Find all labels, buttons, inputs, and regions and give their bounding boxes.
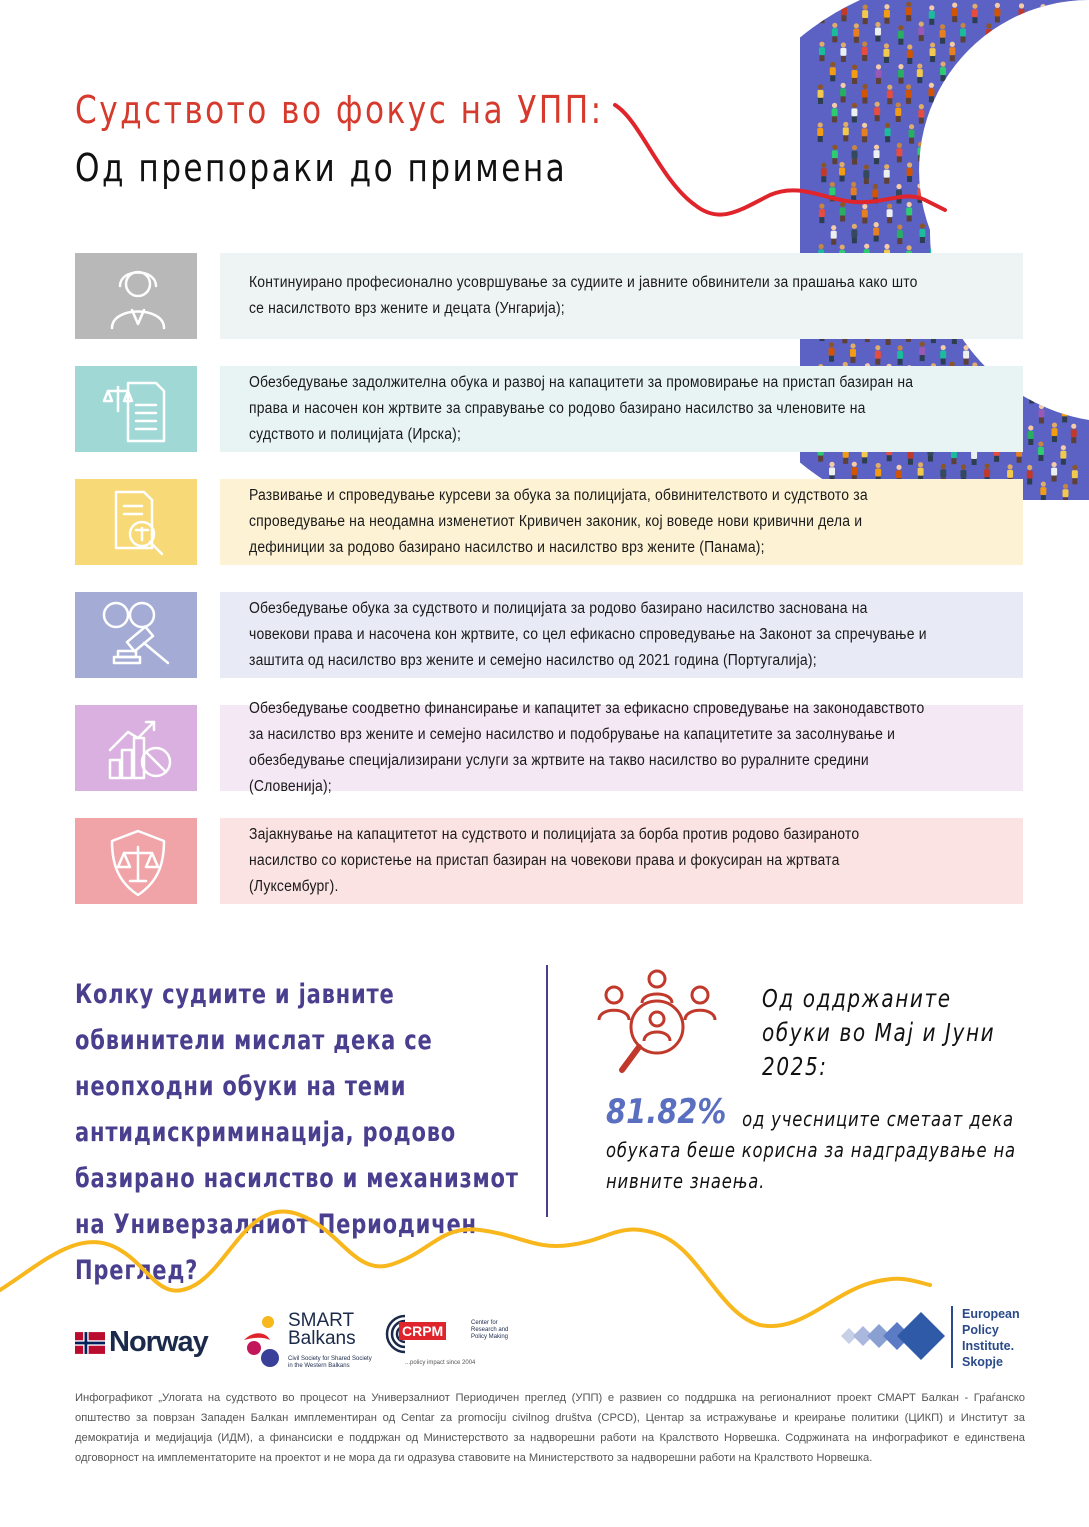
crowd-person [961,64,967,84]
crowd-person [974,85,980,105]
crowd-person [1029,384,1035,404]
crowd-person [995,43,1001,63]
crowd-person [1050,344,1056,364]
crowd-person [1028,305,1034,325]
crowd-person [1060,162,1066,182]
training-text: од учесниците сметаат дека обуката беше корисна за надградување на нивните знаења. [606,1107,1016,1193]
crowd-person [876,64,882,84]
crowd-person [1073,262,1079,282]
crowd-person [862,5,868,25]
recommendation-item [220,366,1023,452]
recommendation-text: Обезбедување соодветно финансирање и капацитет за ефикасно спроведување на законодавството за насилство врз жените и семејно насилство и подобрување на капацитетите за засолнување и обезбедување специјализирани услуги за жртвите на такво насилство во руралните средини (Словенија); [249,700,925,795]
crpm-name: CRPM [399,1322,446,1340]
crowd-person [1049,105,1055,125]
crowd-person [1071,424,1077,444]
crowd-person [1027,63,1033,83]
crowd-person [1030,222,1036,242]
crowd-person [1062,123,1068,143]
recommendation-text: Континуирано професионално усовршување за судиите и јавните обвинители за прашања како што се насилството врз жените и децата (Унгарија); [249,274,918,317]
crowd-person [906,2,912,22]
crowd-person [883,43,889,63]
crowd-person [1038,322,1044,342]
crowd-person [995,84,1001,104]
smart-balkans-subtitle: Civil Society for Shared Society in the Western Balkans [288,1356,372,1369]
crowd-person [1072,465,1078,485]
crowd-person [1028,265,1034,285]
crowd-person [1040,4,1046,24]
crowd-person [1039,162,1045,182]
crowd-person [982,142,988,162]
recommendation-item [220,700,1023,795]
crowd-person [918,21,924,41]
crowd-person [1073,303,1079,323]
crowd-person [1007,104,1013,124]
crowd-person [1060,362,1066,382]
crowd-person [972,205,978,225]
crowd-person [960,103,966,123]
crowd-person [972,4,978,24]
crowd-person [1019,3,1025,23]
crowd-person [1039,362,1045,382]
crowd-person [898,64,904,84]
crowd-person [961,144,967,164]
crowd-person [1008,64,1014,84]
crowd-person [1052,304,1058,324]
crowd-person [949,42,955,62]
crowd-person [1051,185,1057,205]
training-percent: 81.82% [606,1092,727,1132]
crowd-person [1062,484,1068,500]
crowd-person [875,22,881,42]
crowd-person [1019,202,1025,222]
crowd-person [840,42,846,62]
crowd-person [1037,123,1043,143]
crowd-person [930,42,936,62]
title-line-2: Од препораки до примена [75,146,568,190]
crowd-person [1070,24,1076,44]
crowd-person [919,341,925,361]
crowd-person [1048,64,1054,84]
crowd-person [1060,445,1066,465]
crowd-person [940,62,946,82]
crowd-person [1062,403,1068,423]
smart-balkans-logo [240,1312,380,1372]
smart-balkans-name: SMART Balkans [288,1310,356,1349]
recommendation-item [220,479,1023,565]
recommendation-item [220,818,1023,904]
crowd-person [852,64,858,84]
title-line-1: Судството во фокус на УПП: [75,88,604,132]
crowd-person [1030,141,1036,161]
crowd-person [1072,142,1078,162]
law-document-icon [75,366,197,452]
shield-scales-icon [75,818,197,904]
crowd-person [1040,204,1046,224]
crowd-person [1038,404,1044,424]
crowd-person [984,65,990,85]
crowd-person [819,42,825,62]
crowd-person [1027,342,1033,362]
crowd-person [1027,104,1033,124]
crowd-person [960,23,966,43]
crowd-person [1007,344,1013,364]
crowd-person [1049,25,1055,45]
crowd-person [1059,2,1065,22]
crowd-person [1005,25,1011,45]
crowd-person [963,345,969,365]
crowd-person [1048,221,1054,241]
crowd-person [1062,203,1068,223]
crowd-person [1051,262,1057,282]
people-search-icon [592,965,722,1080]
crowd-person [819,4,825,24]
norway-flag-icon [75,1332,105,1354]
judge-icon [75,253,197,339]
crowd-person [875,345,881,365]
recommendation-item [220,592,1023,678]
recommendation-item [220,253,1023,339]
norway-logo [75,1326,208,1359]
vertical-divider [546,965,548,1217]
recommendation-text: Обезбедување обука за судството и полицијата за родово базирано насилство засновaна на човекови права и насочена кон жртвите, со цел ефикасно спроведување на Законот за спречување и заштита од насилство врз жените и семејно насилство од 2021 година (Португалија); [249,600,927,669]
crowd-person [832,23,838,43]
crowd-person [1070,63,1076,83]
crowd-person [1071,182,1077,202]
crowd-person [1071,225,1077,245]
crowd-person [1059,283,1065,303]
crowd-person [993,123,999,143]
crowd-person [841,2,847,22]
crowd-person [1040,482,1046,500]
crowd-person [1039,284,1045,304]
crpm-logo [383,1312,513,1372]
question-text: Колку судиите и јавните обвинители мислат дека се неопходни обуки на теми антидискриминација, родово базирано насилство и механизмот на Универзалниот Периодичен Преглед? [75,979,519,1286]
crowd-person [1016,121,1022,141]
crowd-person [862,41,868,61]
crowd-person [1041,241,1047,261]
epi-mark-icon [835,1310,950,1362]
red-wave-line [600,90,960,250]
crowd-person [1051,462,1057,482]
crowd-person [884,4,890,24]
crowd-person [898,25,904,45]
crowd-person [907,44,913,64]
crowd-person [1027,465,1033,485]
norway-logo-text: Norway [109,1326,208,1358]
crowd-person [929,5,935,25]
crowd-person [1007,141,1013,161]
crowd-person [985,344,991,364]
crowd-person [961,184,967,204]
legal-search-icon [75,479,197,565]
crowd-person [940,24,946,44]
crowd-person [985,102,991,122]
crowd-person [1051,422,1057,442]
crowd-person [984,224,990,244]
crowd-person [829,342,835,362]
crowd-person [1018,165,1024,185]
crowd-person [917,64,923,84]
crowd-person [974,164,980,184]
recommendation-text: Развивање и спроведување курсеви за обука за полицијата, обвинителството и судството за спроведување на неодамна изменетиот Кривичен законик, кој воведе нови кривични дела и дефиниции за родово базирано насилство и насилство врз жените (Панама); [249,487,868,556]
crowd-person [1063,83,1069,103]
crowd-person [897,345,903,365]
epi-divider [951,1306,953,1368]
crowd-person [1008,181,1014,201]
crowd-person [972,125,978,145]
crowd-person [1072,344,1078,364]
crowd-person [1037,82,1043,102]
crowd-person [985,183,991,203]
crowd-person [952,3,958,23]
footnote: Инфографикот „Улогата на судството во процесот на Универзалниот Периодичен преглед (УПП) е развиен со поддршка на регионалниот проект СМАРТ Балкан - Граѓанско општество за поврзан Западен Балкан имплементиран од Centar za promociju civilnog društva (CPCD), Центар за истражување и креирање политики (ЦИКП) и Институт за демократија и медијација (ИДМ), а финансиски е поддржан од Министерството за надворешни работи на Кралството Норвешка. Содржината на инфографикот е единствена одговорност на имплементаторите на проектот и не мора да ги одразува ставовите на Министерството за надворешни работи на Кралството Норвешка. [75,1392,1025,1464]
crowd-person [1041,43,1047,63]
crowd-person [1018,84,1024,104]
crowd-person [850,343,856,363]
crowd-person [1063,44,1069,64]
crpm-subtitle: Center for Research and Policy Making [471,1320,509,1340]
gavel-icon [75,592,197,678]
crowd-person [1060,324,1066,344]
crowd-person [1072,381,1078,401]
smart-balkans-mark-icon [240,1314,286,1370]
crpm-tagline: ...policy impact since 2004 [405,1360,476,1366]
crowd-person [1050,142,1056,162]
crowd-person [1028,425,1034,445]
funding-growth-icon [75,705,197,791]
crowd-person [1049,384,1055,404]
epi-logo-text: European Policy Institute. Skopje [962,1307,1020,1369]
crowd-person [973,43,979,63]
crowd-person [995,202,1001,222]
crowd-person [996,164,1002,184]
training-heading: Од оддржаните обуки во Мај и Јуни 2025: [762,984,996,1081]
crowd-person [853,23,859,43]
crowd-person [1017,45,1023,65]
crowd-person [1038,441,1044,461]
crowd-person [994,3,1000,23]
crowd-person [1006,223,1012,243]
crowd-person [960,225,966,245]
crowd-person [986,23,992,43]
crowd-person [830,62,836,82]
crowd-person [1060,243,1066,263]
recommendation-text: Обезбедување задолжителна обука и развој на капацитети за промовирање на пристап базиран на права и насочен кон жртвите за справување со родово базирано насилство за членовите на судството и полицијата (Ирска); [249,374,914,443]
crowd-person [1073,101,1079,121]
crowd-person [1027,24,1033,44]
crowd-person [1030,182,1036,202]
recommendation-text: Зајакнување на капацитетот на судството и полицијата за борба против родово базираното насилство со користење на пристап базиран на човекови права и фокусиран на жртвата (Луксембург). [249,826,860,895]
crowd-person [940,345,946,365]
